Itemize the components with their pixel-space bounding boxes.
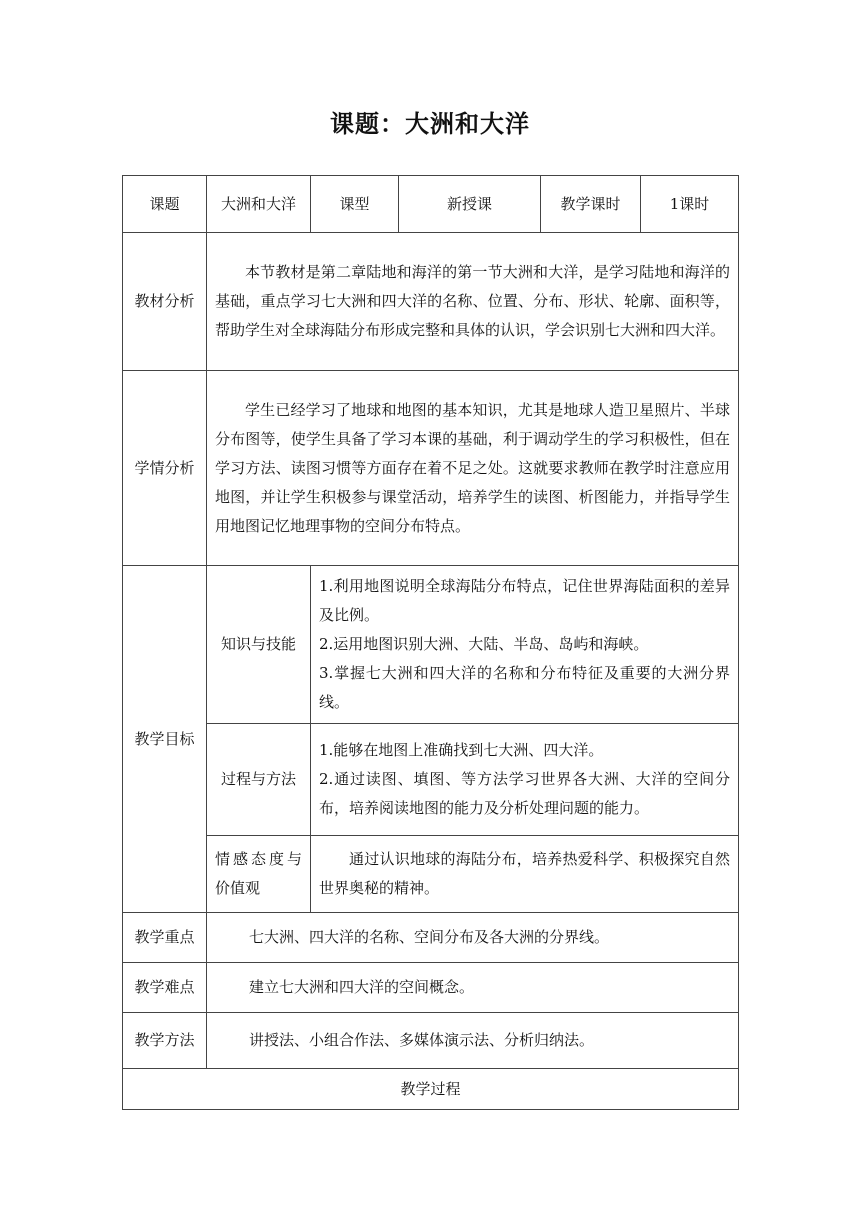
students-row [123,371,739,566]
difficulties-text: 建立七大洲和四大洋的空间概念。 [207,963,739,1013]
key-points-text: 七大洲、四大洋的名称、空间分布及各大洲的分界线。 [207,913,739,963]
process-header: 教学过程 [123,1069,739,1110]
students-label: 学情分析 [123,371,207,566]
process-header-row [123,1069,739,1110]
emotion-text: 通过认识地球的海陆分布，培养热爱科学、积极探究自然世界奥秘的精神。 [311,836,739,913]
process-text [311,724,739,836]
emotion-label: 情感态度与价值观 [207,836,311,913]
goal-process-row [123,724,739,836]
knowledge-label: 知识与技能 [207,566,311,724]
methods-row [123,1013,739,1069]
key-points-row [123,913,739,963]
knowledge-item: 2.运用地图识别大洲、大陆、半岛、岛屿和海峡。 [319,635,649,653]
process-item: 1.能够在地图上准确找到七大洲、四大洋。 [319,741,604,759]
goal-knowledge-row [123,566,739,724]
material-text: 本节教材是第二章陆地和海洋的第一节大洲和大洋，是学习陆地和海洋的基础，重点学习七大洲和四大洋的名称、位置、分布、形状、轮廓、面积等，帮助学生对全球海陆分布形成完整和具体的认识，学会识别七大洲和四大洋。 [207,233,739,371]
difficulties-label: 教学难点 [123,963,207,1013]
methods-label: 教学方法 [123,1013,207,1069]
goals-label: 教学目标 [123,566,207,913]
type-label: 课型 [311,176,399,233]
topic-value: 大洲和大洋 [207,176,311,233]
process-item: 2.通过读图、填图、等方法学习世界各大洲、大洋的空间分布，培养阅读地图的能力及分析处理问题的能力。 [319,770,730,817]
material-label: 教材分析 [123,233,207,371]
material-row [123,233,739,371]
page-title: 课题：大洲和大洋 [330,110,530,138]
type-value: 新授课 [399,176,541,233]
knowledge-item: 1.利用地图说明全球海陆分布特点，记住世界海陆面积的差异及比例。 [319,577,730,624]
key-points-label: 教学重点 [123,913,207,963]
goal-emotion-row [123,836,739,913]
hours-label: 教学课时 [541,176,641,233]
students-text: 学生已经学习了地球和地图的基本知识，尤其是地球人造卫星照片、半球分布图等，使学生具备了学习本课的基础，利于调动学生的学习积极性，但在学习方法、读图习惯等方面存在着不足之处。这就要求教师在教学时注意应用地图，并让学生积极参与课堂活动，培养学生的读图、析图能力，并指导学生用地图记忆地理事物的空间分布特点。 [207,371,739,566]
knowledge-item: 3.掌握七大洲和四大洋的名称和分布特征及重要的大洲分界线。 [319,664,730,711]
lesson-plan-table [122,175,739,1110]
header-row [123,176,739,233]
knowledge-text [311,566,739,724]
difficulties-row [123,963,739,1013]
process-label: 过程与方法 [207,724,311,836]
methods-text: 讲授法、小组合作法、多媒体演示法、分析归纳法。 [207,1013,739,1069]
hours-value: 1课时 [641,176,739,233]
topic-label: 课题 [123,176,207,233]
